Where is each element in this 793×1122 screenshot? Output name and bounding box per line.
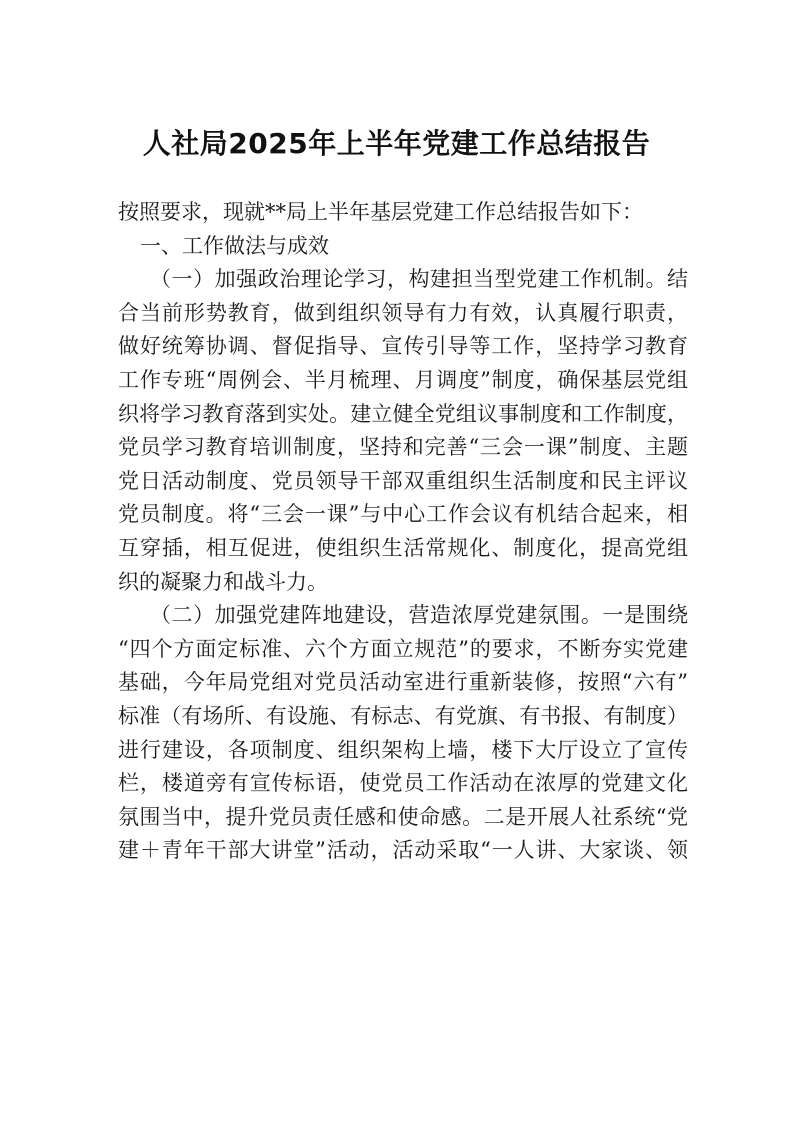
- paragraph-line: 按照要求，现就**局上半年基层党建工作总结报告如下：: [118, 200, 643, 224]
- paragraph-line: 栏，楼道旁有宣传标语，使党员工作活动在浓厚的党建文化: [118, 771, 688, 796]
- paragraph-line: 织的凝聚力和战斗力。: [118, 569, 328, 594]
- paragraph-line: “四个方面定标准、六个方面立规范”的要求，不断夯实党建: [118, 636, 688, 661]
- paragraph-line: 氛围当中，提升党员责任感和使命感。二是开展人社系统“党: [118, 804, 688, 829]
- paragraph-line: 建＋青年干部大讲堂”活动，活动采取“一人讲、大家谈、领: [118, 838, 688, 863]
- paragraph-line: 互穿插，相互促进，使组织生活常规化、制度化，提高党组: [118, 535, 688, 560]
- paragraph-line: 基础，今年局党组对党员活动室进行重新装修，按照“六有”: [118, 670, 688, 695]
- paragraph-line: 党员学习教育培训制度，坚持和完善“三会一课”制度、主题: [118, 435, 688, 460]
- document-body: [118, 196, 688, 868]
- paragraph-line: 标准（有场所、有设施、有标志、有党旗、有书报、有制度）: [118, 703, 688, 728]
- paragraph-line: 做好统筹协调、督促指导、宣传引导等工作，坚持学习教育: [118, 334, 688, 359]
- paragraph-line: 进行建设，各项制度、组织架构上墙，楼下大厅设立了宣传: [118, 737, 688, 762]
- paragraph-line: （二）加强党建阵地建设，营造浓厚党建氛围。一是围绕: [150, 603, 688, 628]
- paragraph-line: （一）加强政治理论学习，构建担当型党建工作机制。结: [150, 267, 688, 292]
- paragraph-line: 党日活动制度、党员领导干部双重组织生活制度和民主评议: [118, 468, 688, 493]
- paragraph-line: 工作专班“周例会、半月梳理、月调度”制度，确保基层党组: [118, 367, 688, 392]
- paragraph-line: 合当前形势教育，做到组织领导有力有效，认真履行职责，: [118, 300, 688, 325]
- paragraph-line: 党员制度。将“三会一课”与中心工作会议有机结合起来，相: [118, 502, 688, 527]
- section-heading: 一、工作做法与成效: [140, 233, 329, 258]
- paragraph-line: 织将学习教育落到实处。建立健全党组议事制度和工作制度，: [118, 401, 688, 426]
- document-title: 人社局2025年上半年党建工作总结报告: [142, 127, 651, 160]
